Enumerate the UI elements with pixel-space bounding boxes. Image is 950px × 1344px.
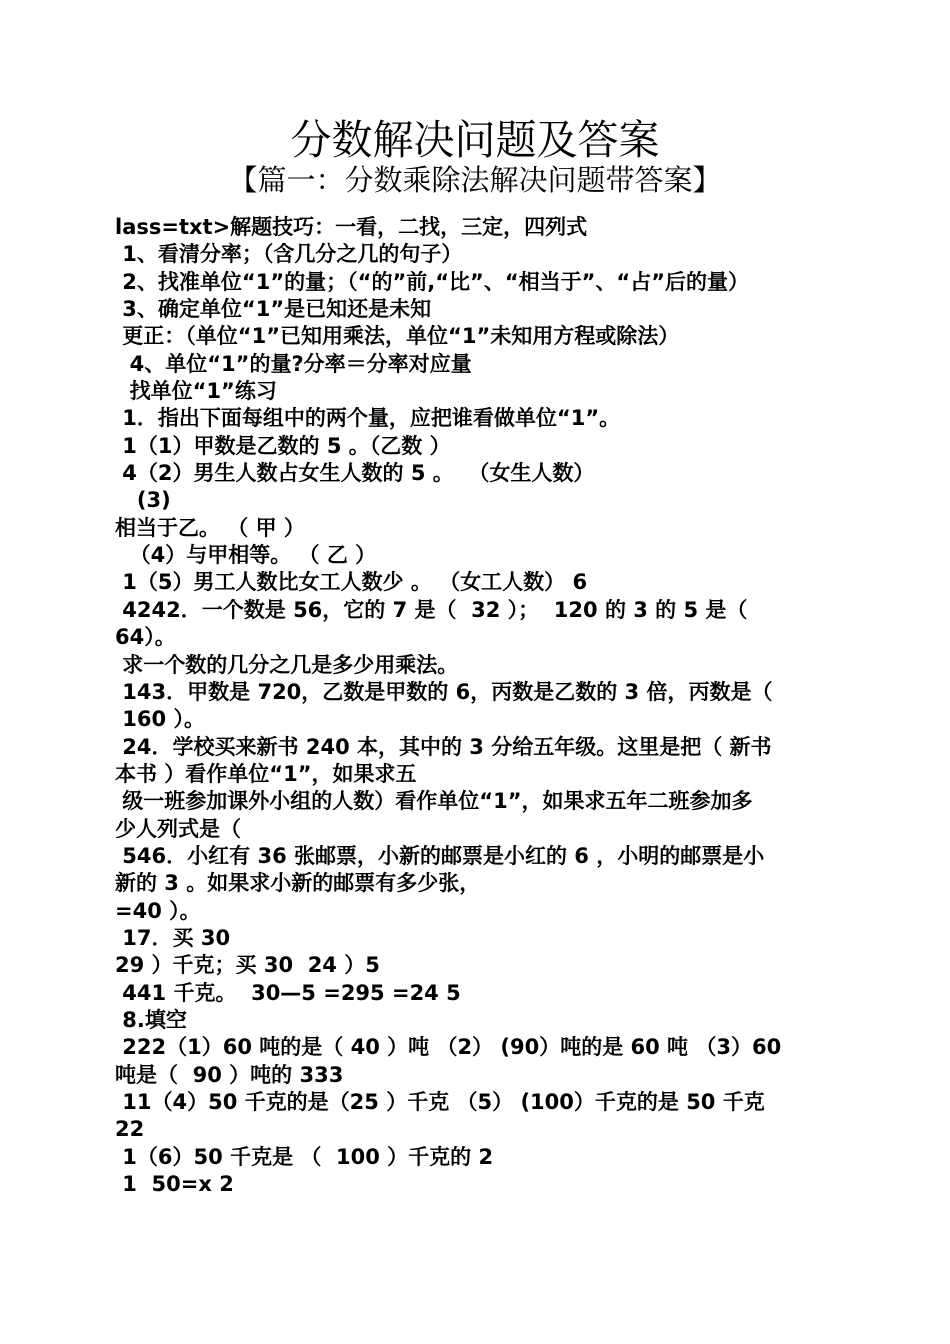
text-line: 22: [115, 1117, 145, 1142]
text-line: 8.填空: [115, 1007, 187, 1032]
text-line: 17．买 30: [115, 925, 231, 950]
text-line: 1（5）男工人数比女工人数少 。 （女工人数） 6: [115, 570, 588, 595]
text-line: （4）与甲相等。 （ 乙 ）: [115, 543, 377, 568]
text-line: 级一班参加课外小组的人数）看作单位“1”，如果求五年二班参加多: [115, 789, 753, 814]
text-line: 2、找准单位“1”的量；（“的”前,“比”、“相当于”、“占”后的量）: [115, 269, 750, 294]
text-line: 吨是（ 90 ）吨的 333: [115, 1062, 344, 1087]
text-line: 更正：（单位“1”已知用乘法，单位“1”未知用方程或除法）: [115, 324, 680, 349]
text-line: 29 ）千克；买 30 24 ）5: [115, 953, 380, 978]
text-line: 少人列式是（: [115, 816, 241, 841]
text-line: 160 ）。: [115, 707, 205, 732]
text-line: 1（6）50 千克是 （ 100 ）千克的 2: [115, 1144, 494, 1169]
text-line: (3): [115, 488, 171, 513]
text-line: 本书 ）看作单位“1”，如果求五: [115, 761, 417, 786]
text-line: 找单位“1”练习: [115, 379, 277, 404]
text-line: 64）。: [115, 625, 176, 650]
text-line: 1、看清分率；（含几分之几的句子）: [115, 242, 463, 267]
text-line: 求一个数的几分之几是多少用乘法。: [115, 652, 459, 677]
document-title: 分数解决问题及答案: [290, 116, 660, 164]
text-line: 相当于乙。 （ 甲 ）: [115, 515, 305, 540]
text-line: 新的 3 。如果求小新的邮票有多少张，: [115, 871, 481, 896]
text-line: 3、确定单位“1”是已知还是未知: [115, 297, 432, 322]
text-line: 1（1）甲数是乙数的 5 。（乙数 ）: [115, 433, 451, 458]
text-line: 1．指出下面每组中的两个量，应把谁看做单位“1”。: [115, 406, 621, 431]
text-line: =40 ）。: [115, 898, 201, 923]
text-line: 4（2）男生人数占女生人数的 5 。 （女生人数）: [115, 461, 595, 486]
text-line: 143．甲数是 720，乙数是甲数的 6，丙数是乙数的 3 倍，丙数是（: [115, 679, 773, 704]
text-line: 4242．一个数是 56，它的 7 是（ 32 ）； 120 的 3 的 5 是（: [115, 597, 748, 622]
text-line: 441 千克。 30—5 =295 =24 5: [115, 980, 461, 1005]
text-line: 222（1）60 吨的是（ 40 ）吨 （2） (90）吨的是 60 吨 （3）60: [115, 1035, 782, 1060]
text-line: lass=txt>解题技巧：一看，二找，三定，四列式: [115, 215, 588, 239]
text-line: 11（4）50 千克的是（25 ）千克 （5） (100）千克的是 50 千克: [115, 1090, 765, 1114]
text-line: 4、单位“1”的量?分率＝分率对应量: [115, 351, 472, 376]
document-body: [115, 214, 845, 1198]
text-line: 24．学校买来新书 240 本，其中的 3 分给五年级。这里是把（ 新书: [115, 734, 772, 759]
text-line: 546．小红有 36 张邮票，小新的邮票是小红的 6 ，小明的邮票是小: [115, 843, 765, 868]
document-subtitle: 【篇一：分数乘除法解决问题带答案】: [228, 163, 722, 197]
text-line: 1 50=x 2: [115, 1172, 234, 1197]
